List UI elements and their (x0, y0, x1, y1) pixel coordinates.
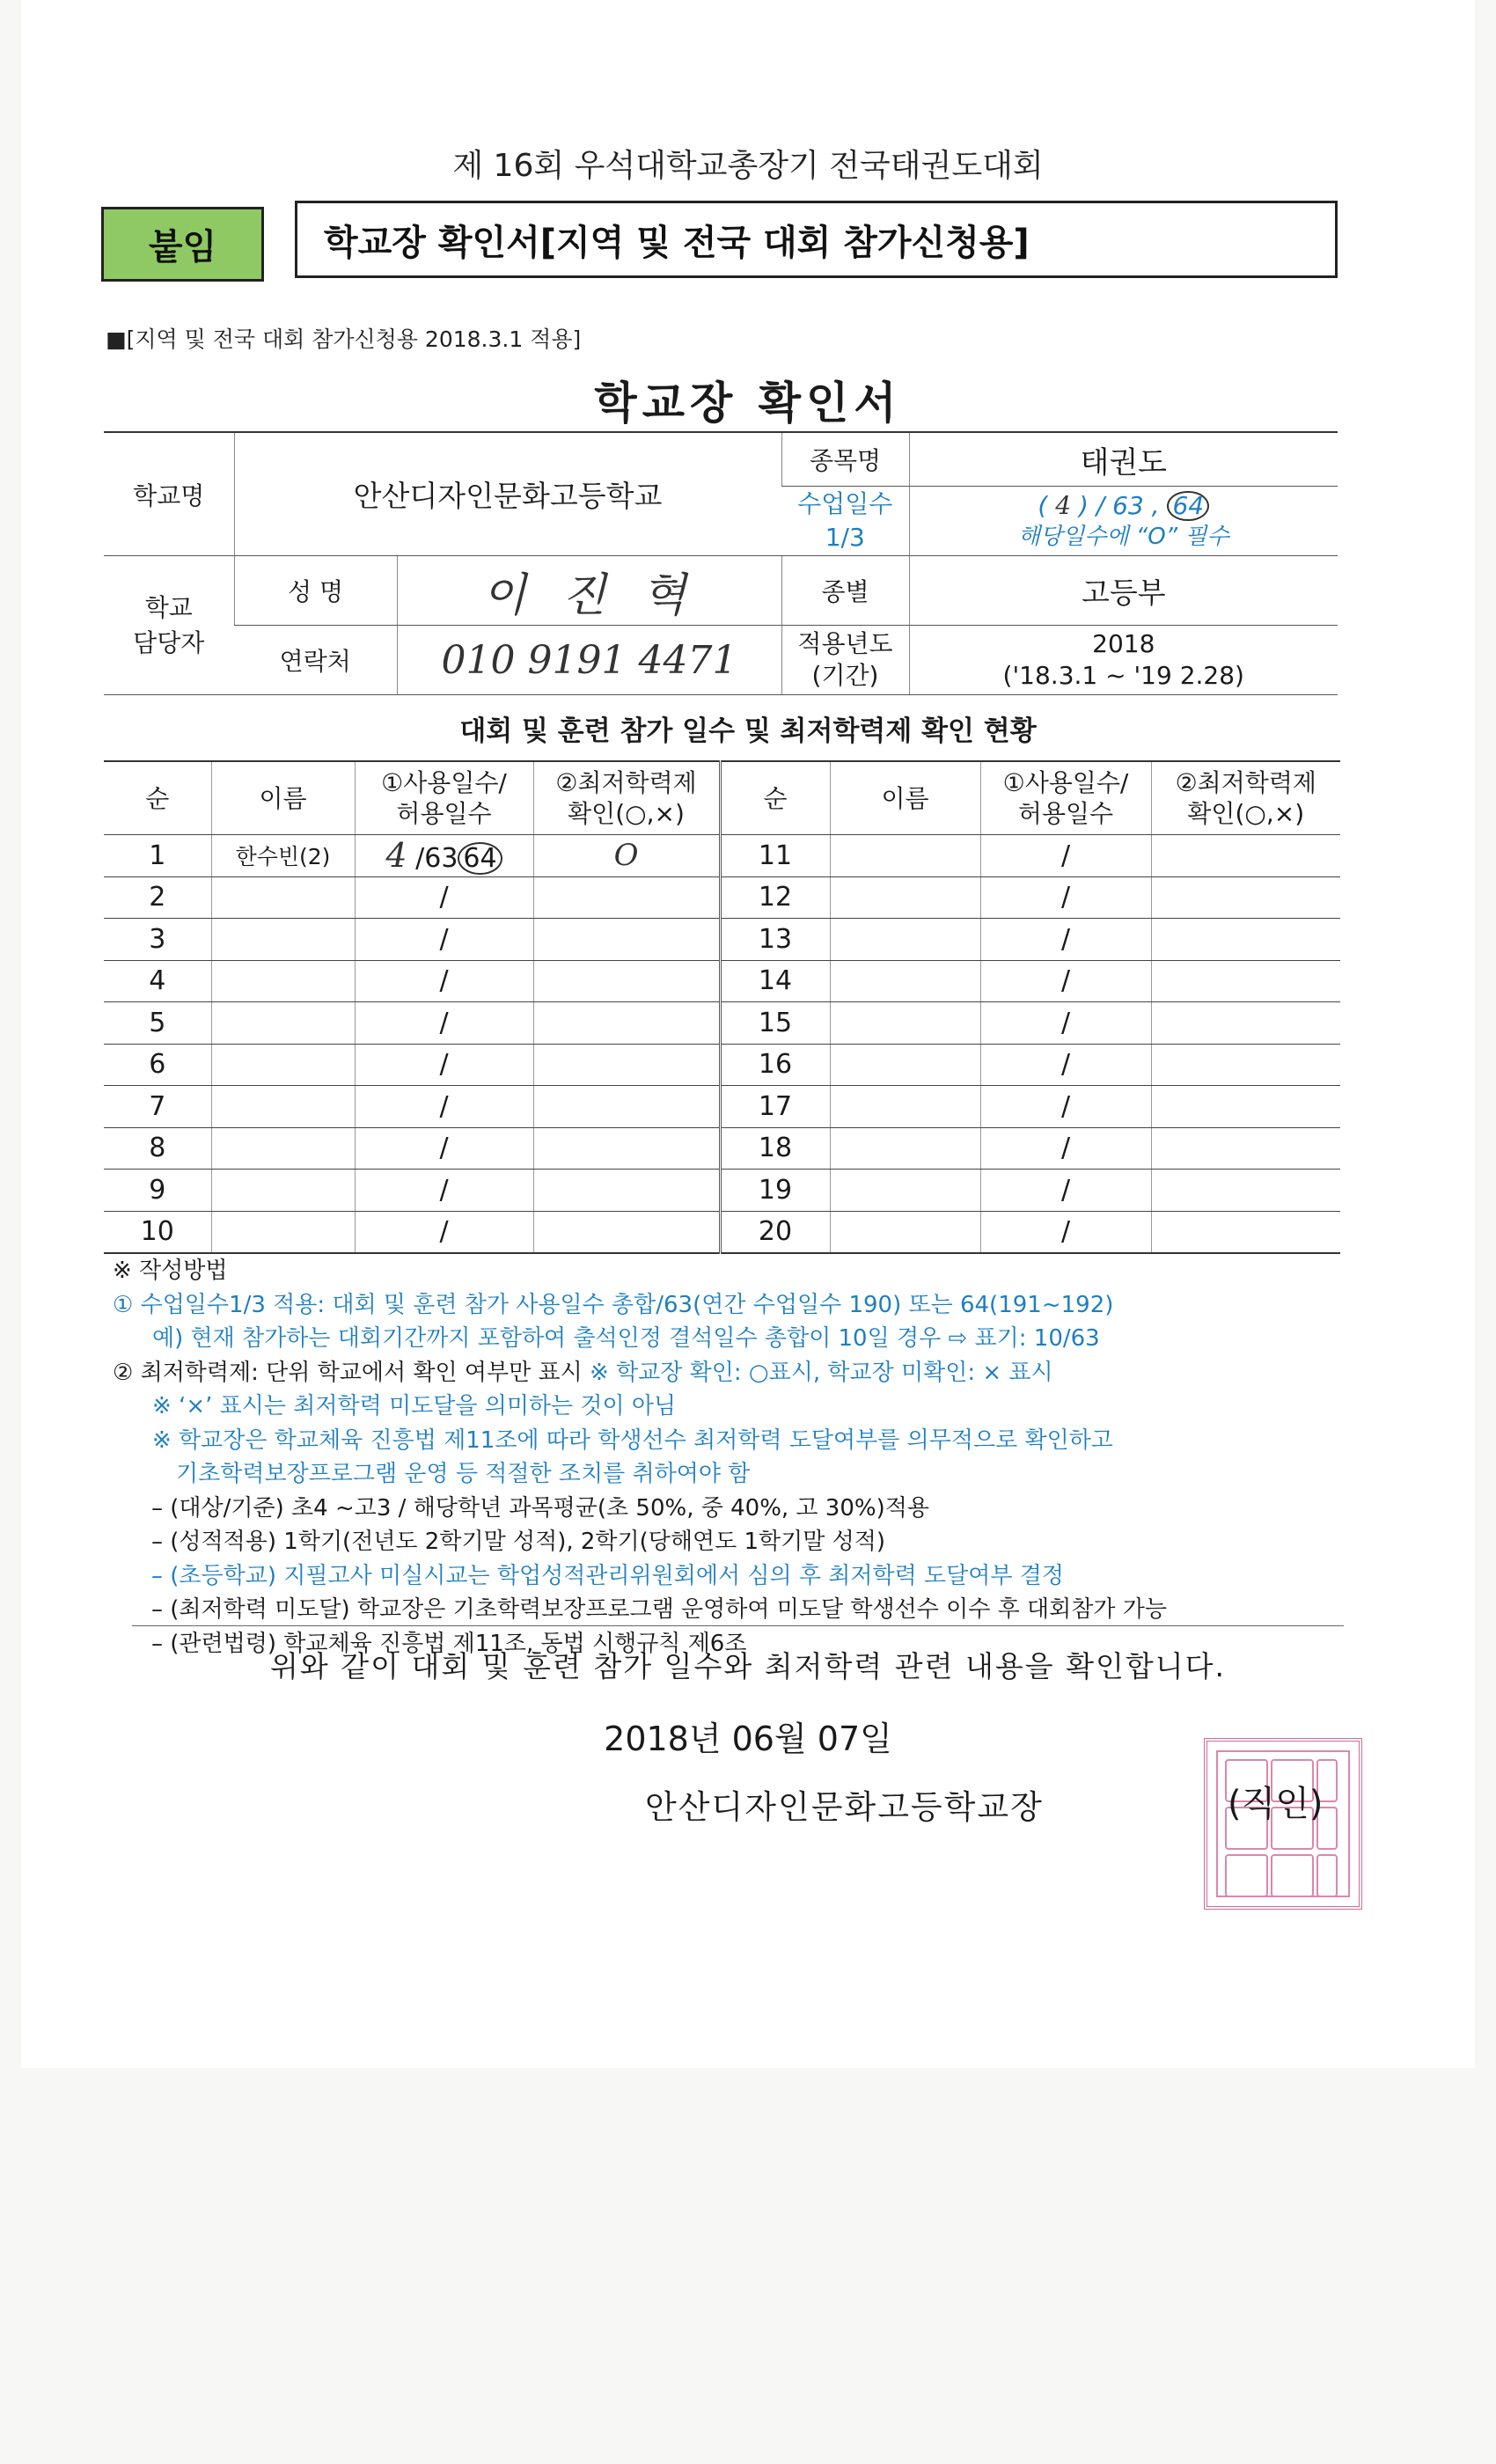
table-row: 10 / 20 / (104, 1211, 1340, 1253)
seal-label: (직인) (1228, 1784, 1324, 1824)
manager-label-line1: 학교 (144, 593, 193, 623)
school-name: 안산디자인문화고등학교 (234, 432, 781, 556)
info-table (104, 431, 1338, 695)
class-days-label-line2: 1/3 (825, 523, 865, 552)
header-academic-right: ②최저학력제 확인(○,×) (1151, 761, 1340, 835)
class-days-label-line1: 수업일수 (797, 489, 893, 519)
manager-label (104, 556, 234, 695)
event-label: 종목명 (781, 432, 909, 487)
year-value-year: 2018 (1092, 628, 1155, 658)
doc-type-title: 학교장 확인서[지역 및 전국 대회 참가신청용] (295, 201, 1338, 278)
guide-note-x: ※ ‘×’ 표시는 최저학력 미도달을 의미하는 것이 아님 (152, 1393, 677, 1419)
table-row: 9 / 19 / (104, 1170, 1340, 1212)
name-label: 성 명 (234, 556, 397, 626)
manager-name: 이 진 혁 (397, 556, 781, 626)
class-days-option-b: 64 (1167, 491, 1209, 522)
row-no-right: 11 (720, 835, 830, 877)
guide-line-law: – (관련법령) 학교체육 진흥법 제11조, 동법 시행규칙 제6조 (151, 1630, 747, 1657)
table-row: 4 / 14 / (104, 960, 1340, 1002)
year-label-line1: 적용년도 (797, 628, 893, 658)
guide-line-below: – (최저학력 미도달) 학교장은 기초학력보장프로그램 운영하여 미도달 학생선수 이수 후 대회참가 가능 (151, 1596, 1167, 1623)
year-value-period: ('18.3.1 ~ '19 2.28) (1002, 661, 1244, 690)
class-days-option-a: 63 (1112, 490, 1144, 520)
header-name: 이름 (211, 761, 355, 835)
writing-guide (113, 1254, 1345, 1661)
section-title: 대회 및 훈련 참가 일수 및 최저학력제 확인 현황 (459, 715, 1037, 747)
guide-line-target: – (대상/기준) 초4 ~고3 / 해당학년 과목평균(초 50%, 중 40%, 고 30%)적용 (151, 1494, 929, 1522)
row-no: 1 (104, 835, 211, 877)
class-days-value: ( 4 ) / 63 , 64 해당일수에 “O” 필수 (909, 487, 1338, 556)
class-days-note: 해당일수에 “O” 필수 (1017, 524, 1229, 551)
header-no-right: 순 (720, 761, 830, 835)
division-label: 종별 (781, 556, 909, 626)
class-days-label (781, 487, 909, 556)
contact-value: 010 9191 4471 (397, 626, 781, 695)
school-label: 학교명 (104, 432, 234, 556)
attach-badge: 붙임 (101, 207, 264, 282)
guide-item1-line2: 예) 현재 참가하는 대회기간까지 포함하여 출석인정 결석일수 총합이 10일 경우 ⇨ 표기: 10/63 (152, 1325, 1100, 1352)
page-title: 학교장 확인서 (594, 378, 902, 429)
table-row: 6 / 16 / (104, 1044, 1340, 1086)
table-row: 3 / 13 / (104, 919, 1340, 961)
issue-date: 2018년 06월 07일 (604, 1720, 892, 1758)
header-days-right: ①사용일수/ 허용일수 (980, 761, 1151, 835)
table-row: 5 / 15 / (104, 1002, 1340, 1045)
year-label-line2: (기간) (811, 661, 879, 690)
table-row: 8 / 18 / (104, 1127, 1340, 1170)
contact-label: 연락처 (234, 626, 397, 695)
header-name-right: 이름 (830, 761, 980, 835)
participation-table (104, 760, 1340, 1254)
row-days-right: / (980, 835, 1151, 877)
guide-line-elementary: – (초등학교) 지필고사 미실시교는 학업성적관리위원회에서 심의 후 최저학력 도달여부 결정 (151, 1562, 1064, 1589)
guide-note-duty-1: ※ 학교장은 학교체육 진흥법 제11조에 따라 학생선수 최저학력 도달여부를 의무적으로 확인하고 (152, 1426, 1113, 1454)
row-name: 한수빈(2) (211, 835, 355, 877)
guide-heading: ※ 작성방법 (113, 1258, 228, 1284)
header-no: 순 (104, 761, 211, 835)
confirm-sentence: 위와 같이 대회 및 훈련 참가 일수와 최저학력 관련 내용을 확인합니다. (270, 1649, 1226, 1683)
year-label (781, 626, 909, 695)
principal-signature: 안산디자인문화고등학교장 (645, 1788, 1044, 1826)
table-row (104, 835, 1340, 877)
table-row: 7 / 17 / (104, 1086, 1340, 1128)
header-academic: ②최저학력제 확인(○,×) (533, 761, 720, 835)
guide-item2: ② 최저학력제: 단위 학교에서 확인 여부만 표시 ※ 학교장 확인: ○표시, 학교장 미확인: × 표시 (113, 1359, 1053, 1386)
manager-label-line2: 담당자 (133, 627, 205, 657)
row-days: 4 /63 64 (355, 835, 533, 877)
event-value: 태권도 (909, 432, 1338, 487)
guide-line-grades: – (성적적용) 1학기(전년도 2학기말 성적), 2학기(당해연도 1학기말 성적) (151, 1529, 886, 1555)
guide-note-duty-2: 기초학력보장프로그램 운영 등 적절한 조치를 취하여야 함 (176, 1461, 751, 1487)
applies-note: ■[지역 및 전국 대회 참가신청용 2018.3.1 적용] (106, 326, 582, 352)
contest-title: 제 16회 우석대학교총장기 전국태권도대회 (452, 148, 1044, 184)
row-check: O (533, 835, 720, 877)
class-days-days: 4 (1055, 490, 1072, 520)
year-value (909, 626, 1338, 695)
guide-item1-line1: ① 수업일수1/3 적용: 대회 및 훈련 참가 사용일수 총합/63(연간 수업일수 190) 또는 64(191~192) (113, 1291, 1114, 1318)
header-days: ①사용일수/ 허용일수 (355, 761, 533, 835)
division-value: 고등부 (909, 556, 1338, 626)
divider (132, 1625, 1344, 1626)
table-row: 2 / 12 / (104, 876, 1340, 919)
